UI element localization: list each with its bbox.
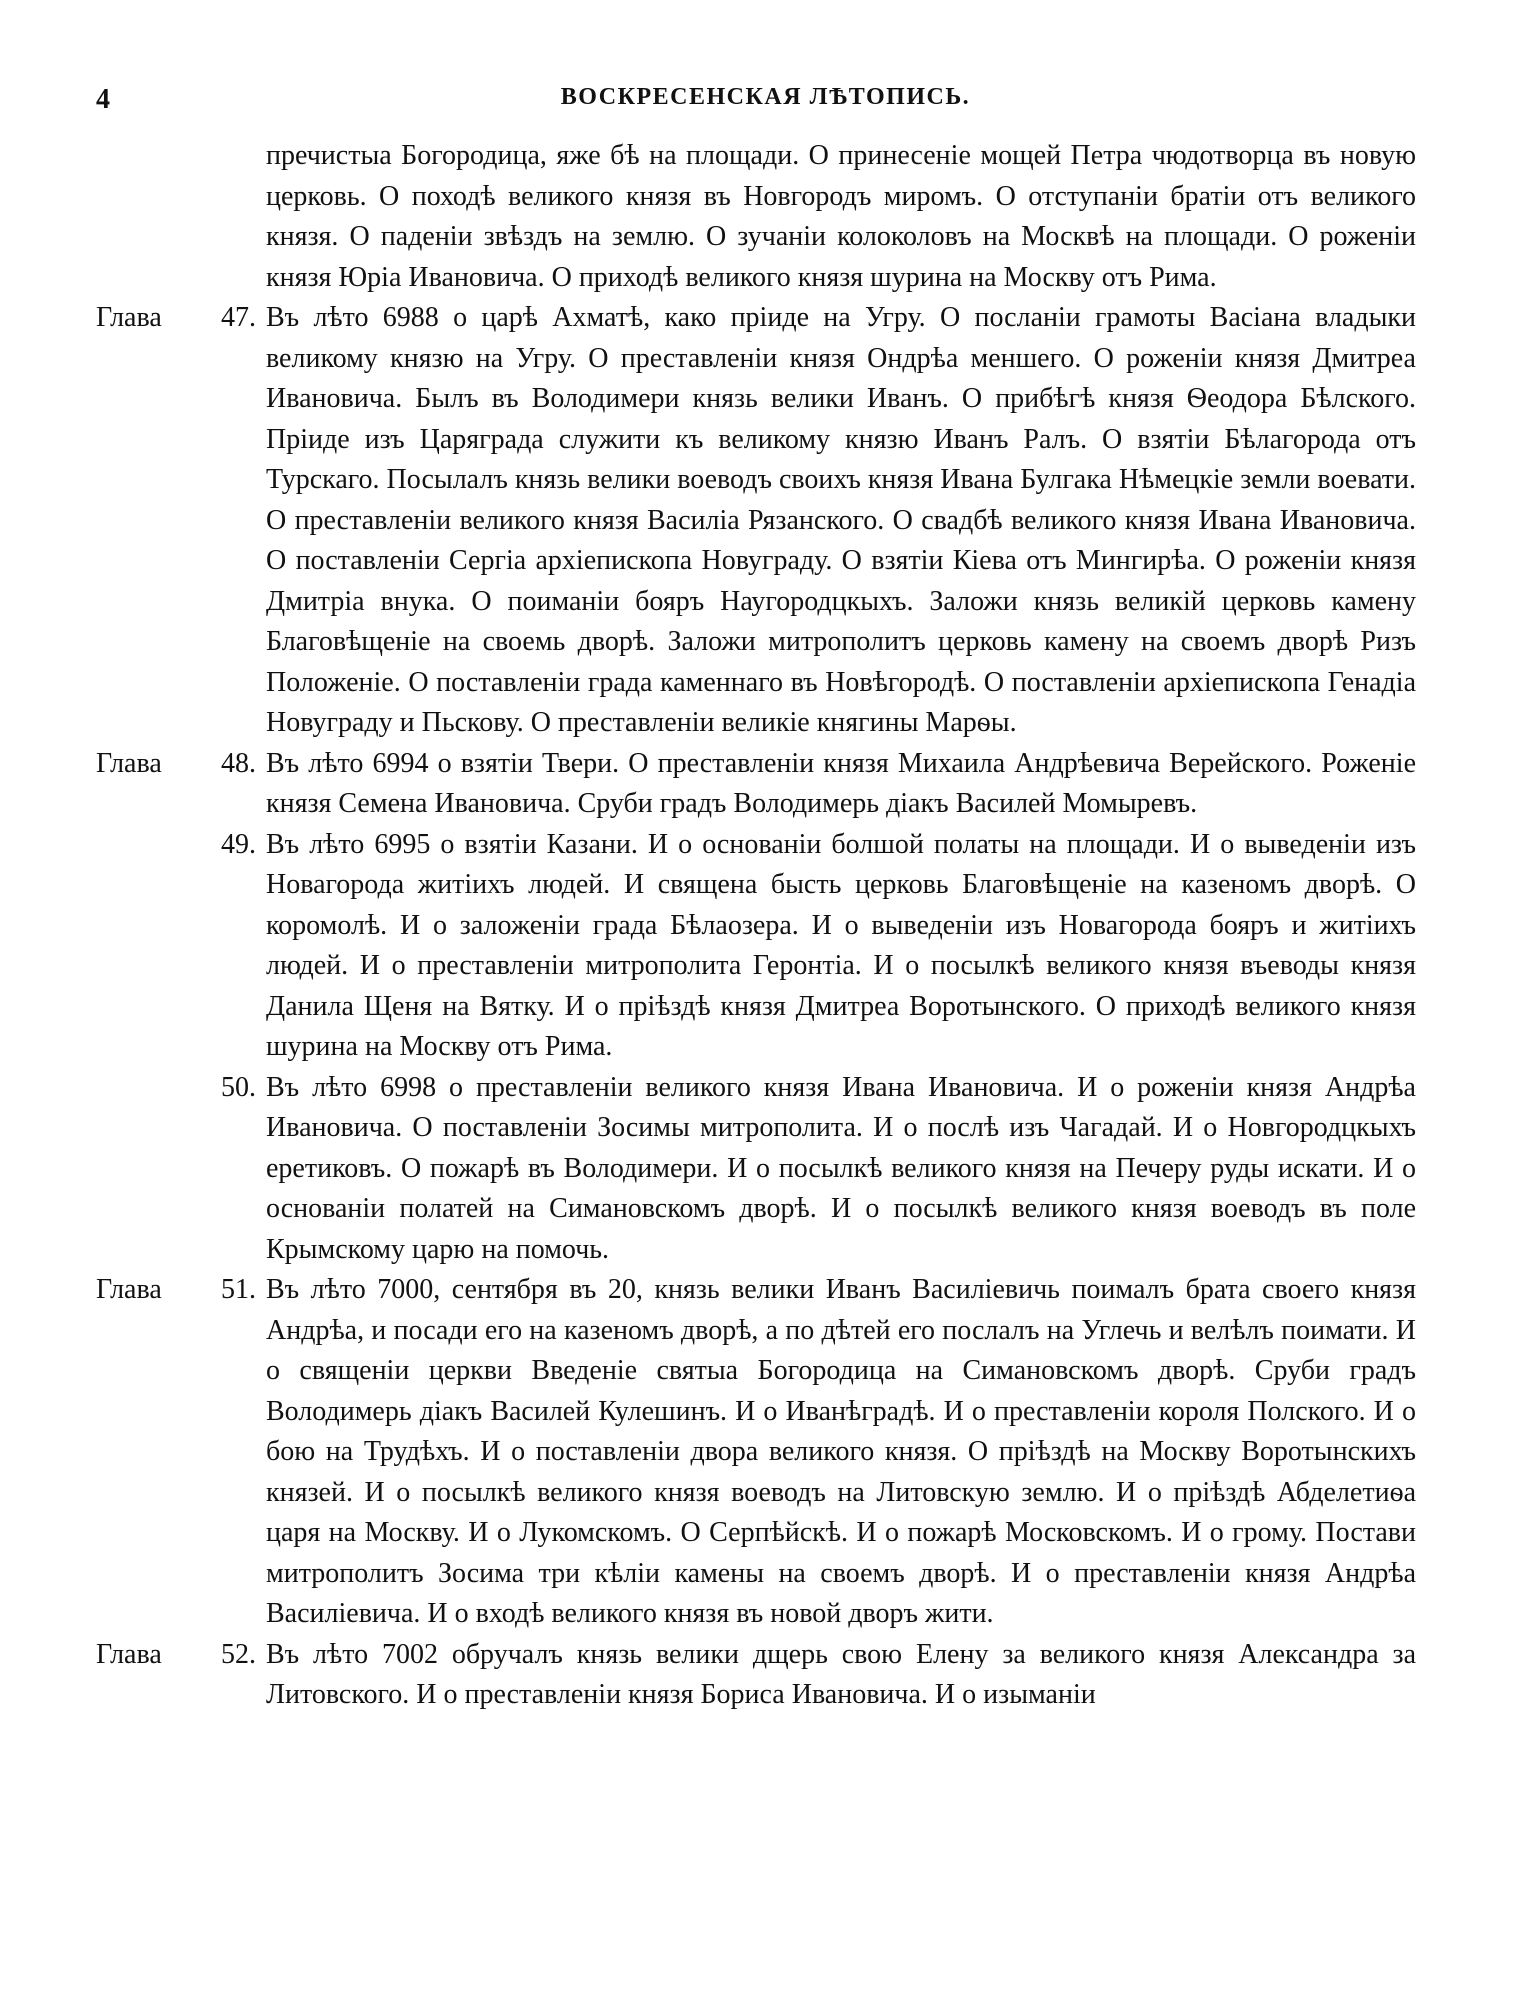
entry-text: Въ лѣто 7002 обручалъ князь велики дщерь свою Елену за великого князя Александра за Литовского. И о преставленіи князя Бориса Ивановича. И о изыманіи [266,1638,1416,1710]
entry-text: Въ лѣто 6994 о взятіи Твери. О преставленіи князя Михаила Андрѣевича Верейского. Роженіе князя Семена Ивановича. Сруби градъ Володимерь діакъ Василей Момыревъ. [266,747,1416,819]
toc-entry-49 [0,825,1531,1068]
toc-entry-50 [0,1068,1531,1271]
entry-text: Въ лѣто 7000, сентября въ 20, князь велики Иванъ Василіевичь поималъ брата своего князя Андрѣа, и посади его на казеномъ дворѣ, а по дѣтей его послалъ на Углечь и велѣлъ поимати. И о священіи церкви Введеніе святыа Богородица на Симановскомъ дворѣ. Сруби градъ Володимерь діакъ Василей Кулешинъ. И о Иванѣградѣ. И о преставленіи короля Полского. И о бою на Трудѣхъ. И о поставленіи двора великого князя. О пріѣздѣ на Москву Воротынскихъ князей. И о посылкѣ великого князя воеводъ на Литовскую землю. И о пріѣздѣ Абделетиѳа царя на Москву. И о Лукомскомъ. О Серпѣйскѣ. И о пожарѣ Московскомъ. И о грому. Постави митрополитъ Зосима три кѣліи камены на своемъ дворѣ. И о преставленіи князя Андрѣа Василіевича. И о входѣ великого князя въ новой дворъ жити. [266,1274,1416,1629]
toc-entry-48 [0,744,1531,825]
chapter-label: Глава [96,302,162,333]
entry-text: Въ лѣто 6988 о царѣ Ахматѣ, како пріиде на Угру. О посланіи грамоты Васіана владыки великому князю на Угру. О преставленіи князя Ондрѣа меншего. О роженіи князя Дмитреа Ивановича. Былъ въ Володимери князь велики Иванъ. О прибѣгѣ князя Ѳеодора Бѣлского. Пріиде изъ Царяграда служити къ великому князю Иванъ Ралъ. О взятіи Бѣлагорода отъ Турскаго. Посылалъ князь велики воеводъ своихъ князя Ивана Булгака Нѣмецкіе земли воевати. О преставленіи великого князя Василіа Рязанского. О свадбѣ великого князя Ивана Ивановича. О поставленіи Сергіа архіепископа Новуграду. О взятіи Кіева отъ Мингирѣа. О роженіи князя Дмитріа внука. О поиманіи бояръ Наугородцкыхъ. Заложи князь великій церковь камену Благовѣщеніе на своемь дворѣ. Заложи митрополитъ церковь камену на своемъ дворѣ Ризъ Положеніе. О поставленіи града каменнаго въ Новѣгородѣ. О поставленіи архіепископа Генадіа Новуграду и Пьскову. О преставленіи великіе княгины Марѳы. [266,302,1416,738]
entry-text: Въ лѣто 6995 о взятіи Казани. И о основаніи болшой полаты на площади. И о выведеніи изъ Новагорода житіихъ людей. И священа бысть церковь Благовѣщеніе на казеномъ дворѣ. О коромолѣ. И о заложеніи града Бѣлаозера. И о выведеніи изъ Новагорода бояръ и житіихъ людей. И о преставленіи митрополита Геронтіа. И о посылкѣ великого князя въеводы князя Данила Щеня на Вятку. И о пріѣздѣ князя Дмитреа Воротынского. О приходѣ великого князя шурина на Москву отъ Рима. [266,828,1416,1062]
chapter-number: 51. [221,1274,256,1305]
chapter-label: Глава [96,1274,162,1305]
chapter-number: 52. [221,1638,256,1670]
chapter-number: 49. [221,828,256,860]
page-number: 4 [96,84,110,115]
chapter-number: 50. [221,1071,256,1103]
entry-text: Въ лѣто 6998 о преставленіи великого князя Ивана Ивановича. И о роженіи князя Андрѣа Ивановича. О поставленіи Зосимы митрополита. И о послѣ изъ Чагадай. И о Новгородцкыхъ еретиковъ. О пожарѣ въ Володимери. И о посылкѣ великого князя на Печеру руды искати. И о основаніи полатей на Симановскомъ дворѣ. И о посылкѣ великого князя воеводъ въ поле Крымскому царю на помочь. [266,1071,1416,1265]
toc-entry-continuation [0,136,1531,298]
toc-entry-47 [0,298,1531,744]
chapter-label: Глава [96,747,162,779]
toc-entry-51 [0,1270,1531,1635]
chapter-number: 47. [221,302,256,333]
entry-text: пречистыа Богородица, яже бѣ на площади. О принесеніе мощей Петра чюдотворца въ новую церковь. О походѣ великого князя въ Новгородъ миромъ. О отступаніи братіи отъ великого князя. О паденіи звѣздъ на землю. О зучаніи колоколовъ на Москвѣ на площади. О роженіи князя Юріа Ивановича. О приходѣ великого князя шурина на Москву отъ Рима. [266,140,1416,293]
chapter-label: Глава [96,1638,162,1670]
running-title: ВОСКРЕСЕНСКАЯ ЛѢТОПИСЬ. [560,84,971,110]
toc-entry-52 [0,1635,1531,1716]
chapter-number: 48. [221,747,256,779]
table-of-contents [0,136,1531,1716]
